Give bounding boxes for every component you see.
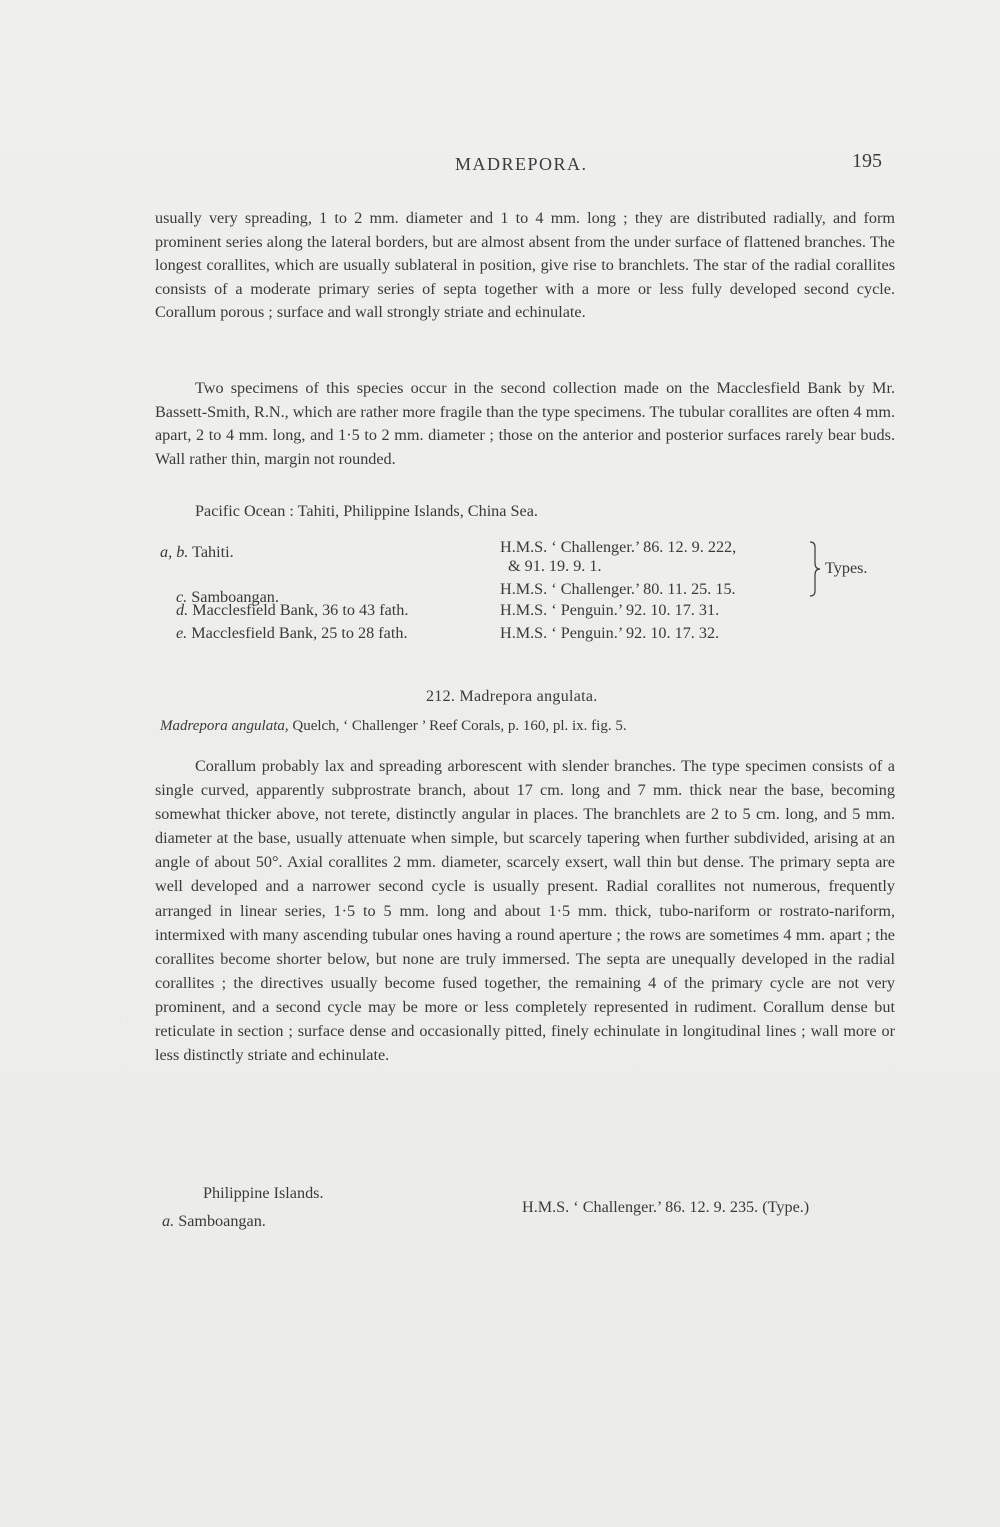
specimen-register: H.M.S. ‘ Challenger.’ 80. 11. 25. 15. [500, 580, 736, 598]
page-number: 195 [852, 150, 882, 172]
specimen-locality-text: Macclesfield Bank, 25 to 28 fath. [191, 624, 408, 642]
paragraph-continuation: usually very spreading, 1 to 2 mm. diameter and 1 to 4 mm. long ; they are distributed radially, and form prominent series along the lateral borders, but are almost absent from the under surface of flattened branches. The longest corallites, which are usually sublateral in position, give rise to branchlets. The star of the radial corallites consists of a moderate primary series of septa together with a more or less fully developed second cycle. Corallum porous ; surface and wall strongly striate and echinulate. [155, 209, 895, 322]
specimen-locality [176, 599, 408, 621]
synonymy-name: Madrepora angulata, [160, 718, 289, 734]
specimen-row [160, 555, 900, 577]
specimen-locality [176, 622, 408, 644]
specimen-locality-text: Macclesfield Bank, 36 to 43 fath. [192, 601, 409, 619]
specimen-register: H.M.S. ‘ Penguin.’ 92. 10. 17. 32. [500, 624, 720, 642]
species-specimen-locality [162, 1212, 266, 1231]
paragraph-distribution: Pacific Ocean : Tahiti, Philippine Islands, China Sea. [195, 502, 538, 520]
running-head: MADREPORA. [455, 154, 588, 174]
specimen-letter: d. [176, 601, 189, 619]
species-locality: Philippine Islands. [203, 1184, 324, 1202]
synonymy-reference: Quelch, ‘ Challenger ’ Reef Corals, p. 160, pl. ix. fig. 5. [288, 718, 627, 734]
curly-brace-icon [808, 541, 822, 597]
specimen-register: H.M.S. ‘ Penguin.’ 92. 10. 17. 31. [500, 601, 720, 619]
specimen-register: H.M.S. ‘ Challenger.’ 86. 12. 9. 222, [500, 538, 737, 556]
specimen-letter: a. [162, 1212, 175, 1230]
specimen-letter: a, b. [160, 543, 189, 561]
species-description: Corallum probably lax and spreading arborescent with slender branches. The type specimen consists of a single curved, apparently subprostrate branch, about 17 cm. long and 7 mm. thick near the base, becoming somewhat thicker above, not terete, distinctly angular in places. The branchlets are 2 to 5 cm. long, and 5 mm. diameter at the base, usually attenuate when simple, but scarcely tapering when further subdivided, arising at an angle of about 50°. Axial corallites 2 mm. diameter, scarcely exsert, wall thin but dense. The primary septa are well developed and a narrower second cycle is usually present. Radial corallites not numerous, frequently arranged in linear series, 1·5 to 5 mm. long and about 1·5 mm. thick, tubo-nariform or rostrato-nariform, intermixed with many ascending tubular ones having a round aperture ; the rows are sometimes 4 mm. apart ; the corallites become shorter below, but none are truly immersed. The septa are unequally developed in the radial corallites ; the directives usually become fused together, the remaining 4 of the primary cycle are not very prominent, and a second cycle may be more or less completely represented in rudiment. Corallum dense but reticulate in section ; surface dense and occasionally pitted, finely echinulate in longitudinal lines ; wall more or less distinctly striate and echinulate. [155, 757, 895, 1065]
specimen-register: & 91. 19. 9. 1. [508, 557, 602, 575]
paragraph-specimens-note: Two specimens of this species occur in the second collection made on the Macclesfield Bank by Mr. Bassett-Smith, R.N., which are rather more fragile than the type specimens. The tubular corallites are often 4 mm. apart, 2 to 4 mm. long, and 1·5 to 2 mm. diameter ; those on the anterior and posterior surfaces rarely bear buds. Wall rather thin, margin not rounded. [155, 379, 895, 468]
synonymy-citation [160, 718, 627, 735]
specimen-letter: e. [176, 624, 188, 642]
species-heading: 212. Madrepora angulata. [426, 688, 598, 705]
specimen-row [160, 622, 900, 644]
specimen-row [160, 599, 900, 621]
types-label: Types. [825, 559, 868, 577]
specimen-locality-text: Samboangan. [178, 1212, 266, 1230]
specimen-letter: c. [176, 588, 188, 606]
specimen-locality-text: Tahiti. [192, 543, 234, 561]
specimen-locality-text: Samboangan. [191, 588, 279, 606]
species-specimen-register: H.M.S. ‘ Challenger.’ 86. 12. 9. 235. (Type.) [522, 1198, 810, 1216]
